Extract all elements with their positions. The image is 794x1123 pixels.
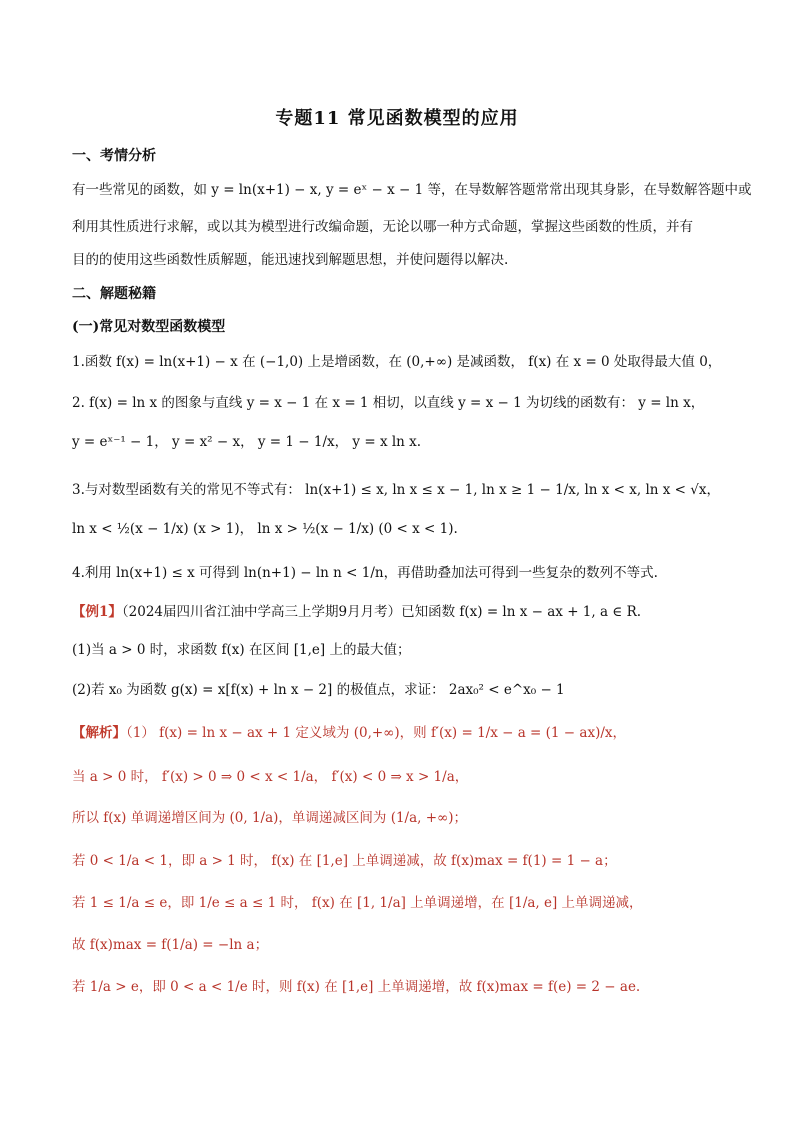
solution-line-5: 若 1 ≤ 1/a ≤ e，即 1/e ≤ a ≤ 1 时， f(x) 在 [1, 1/a] 上单调递增，在 [1/a, e] 上单调递减， bbox=[72, 895, 643, 911]
solution-line-3: 所以 f(x) 单调递增区间为 (0, 1/a)，单调递减区间为 (1/a, +∞)； bbox=[72, 810, 468, 826]
example-label: 【例1】 bbox=[72, 604, 122, 620]
point-2-functions: y = eˣ⁻¹ − 1， y = x² − x， y = 1 − 1/x， y = x ln x. bbox=[72, 434, 422, 450]
intro-line-1: 有一些常见的函数，如 y = ln(x+1) − x, y = eˣ − x − 1 等，在导数解答题常常出现其身影，在导数解答题中或 bbox=[72, 182, 752, 198]
solution-text-1: （1） f(x) = ln x − ax + 1 定义域为 (0,+∞)，则 f′(x) = 1/x − a = (1 − ax)/x， bbox=[126, 725, 627, 741]
solution-line-2: 当 a > 0 时， f′(x) > 0 ⇒ 0 < x < 1/a， f′(x) < 0 ⇒ x > 1/a， bbox=[72, 769, 469, 785]
example-1 bbox=[72, 602, 726, 622]
point-3-inequalities: ln x < ½(x − 1/x) (x > 1)， ln x > ½(x − 1/x) (0 < x < 1). bbox=[72, 521, 458, 537]
point-1: 1.函数 f(x) = ln(x+1) − x 在 (−1,0) 上是增函数，在 (0,+∞) 是减函数， f(x) 在 x = 0 处取得最大值 0， bbox=[72, 354, 722, 370]
section-heading-analysis: 一、考情分析 bbox=[72, 148, 156, 164]
solution-label: 【解析】 bbox=[72, 725, 126, 741]
example-question-1: (1)当 a > 0 时，求函数 f(x) 在区间 [1,e] 上的最大值； bbox=[72, 642, 411, 658]
section-heading-methods: 二、解题秘籍 bbox=[72, 286, 156, 302]
solution-line-4: 若 0 < 1/a < 1，即 a > 1 时， f(x) 在 [1,e] 上单调递减，故 f(x)max = f(1) = 1 − a； bbox=[72, 853, 617, 869]
solution-line-7: 若 1/a > e，即 0 < a < 1/e 时，则 f(x) 在 [1,e] 上单调递增，故 f(x)max = f(e) = 2 − ae. bbox=[72, 979, 641, 995]
point-4: 4.利用 ln(x+1) ≤ x 可得到 ln(n+1) − ln n < 1/n，再借助叠加法可得到一些复杂的数列不等式. bbox=[72, 565, 658, 581]
point-3: 3.与对数型函数有关的常见不等式有： ln(x+1) ≤ x, ln x ≤ x − 1, ln x ≥ 1 − 1/x, ln x < x, ln x < √x， bbox=[72, 482, 720, 498]
subsection-heading-log-models: (一)常见对数型函数模型 bbox=[72, 319, 226, 335]
point-2: 2. f(x) = ln x 的图象与直线 y = x − 1 在 x = 1 相切，以直线 y = x − 1 为切线的函数有： y = ln x， bbox=[72, 395, 705, 411]
example-question-2: (2)若 x₀ 为函数 g(x) = x[f(x) + ln x − 2] 的极值点，求证： 2ax₀² < e^x₀ − 1 bbox=[72, 682, 565, 698]
solution-line-1 bbox=[72, 723, 726, 743]
intro-line-3: 目的的使用这些函数性质解题，能迅速找到解题思想，并使问题得以解决. bbox=[72, 252, 509, 268]
intro-line-2: 利用其性质进行求解，或以其为模型进行改编命题，无论以哪一种方式命题，掌握这些函数的性质，并有 bbox=[72, 219, 693, 235]
solution-line-6: 故 f(x)max = f(1/a) = −ln a； bbox=[72, 937, 269, 953]
example-text: （2024届四川省江油中学高三上学期9月月考）已知函数 f(x) = ln x − ax + 1, a ∈ R. bbox=[121, 604, 642, 620]
page-title: 专题11 常见函数模型的应用 bbox=[275, 108, 519, 129]
